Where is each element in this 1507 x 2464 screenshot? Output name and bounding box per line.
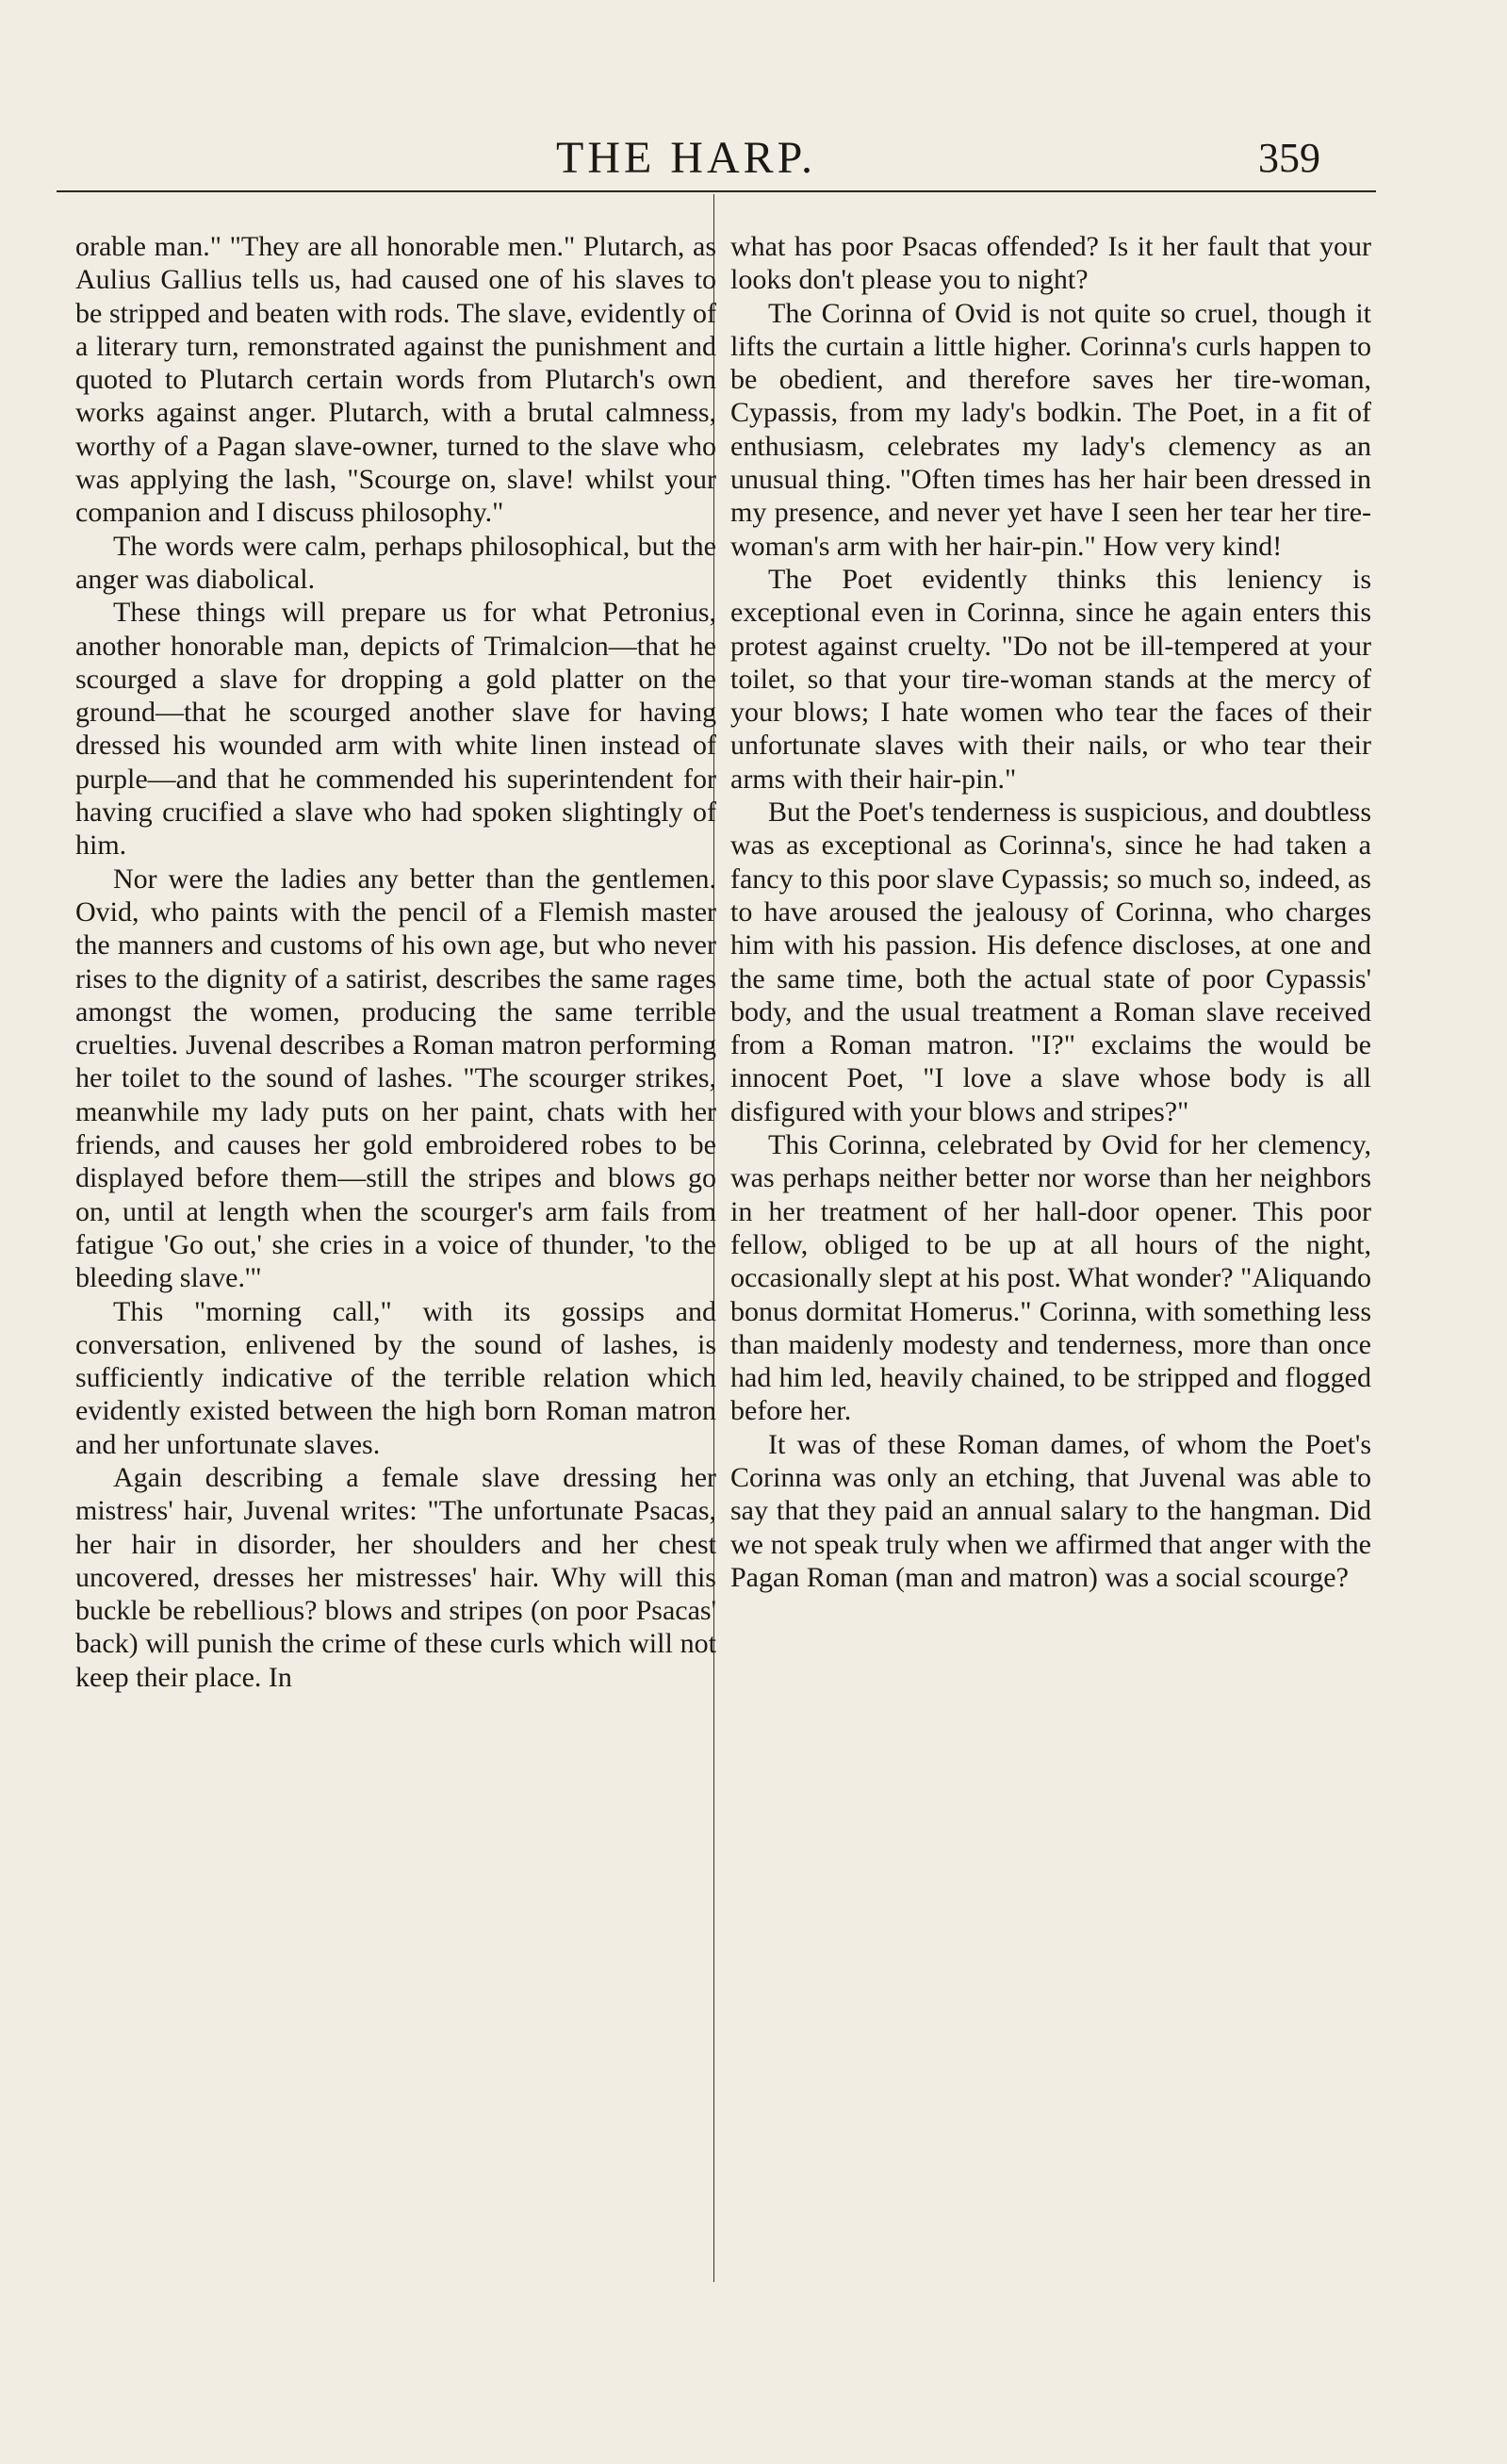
paragraph: Nor were the ladies any better than the gentlemen. Ovid, who paints with the pencil of a Flemish master the manners and customs of his own age, but who never rises to the dignity of a satirist, describes the same rages amongst the women, producing the same terrible cruelties. Juvenal describes a Roman matron performing her toilet to the sound of lashes. "The scourger strikes, meanwhile my lady puts on her paint, chats with her friends, and causes her gold embroidered robes to be displayed before them—still the stripes and blows go on, until at length when the scourger's arm fails from fatigue 'Go out,' she cries in a voice of thunder, 'to the bleeding slave.'" xyxy=(75,862,716,1294)
paragraph: It was of these Roman dames, of whom the Poet's Corinna was only an etching, that Juvenal was able to say that they paid an annual salary to the hangman. Did we not speak truly when we affirmed that anger with the Pagan Roman (man and matron) was a social scourge? xyxy=(730,1428,1371,1593)
paragraph: what has poor Psacas offended? Is it her fault that your looks don't please you to night? xyxy=(730,231,1371,296)
paragraph: The words were calm, perhaps philosophical, but the anger was diabolical. xyxy=(75,530,716,595)
paragraph: This Corinna, celebrated by Ovid for her clemency, was perhaps neither better nor worse than her neighbors in her treatment of her hall-door opener. This poor fellow, obliged to be up at all hours of the night, occasionally slept at his post. What wonder? "Aliquando bonus dormitat Homerus." Corinna, with something less than maidenly modesty and tenderness, more than once had him led, heavily chained, to be stripped and flogged before her. xyxy=(730,1129,1371,1427)
right-column xyxy=(730,230,1371,1594)
paragraph: But the Poet's tenderness is suspicious, and doubtless was as exceptional as Corinna's, since he had taken a fancy to this poor slave Cypassis; so much so, indeed, as to have aroused the jealousy of Corinna, who charges him with his passion. His defence discloses, at one and the same time, both the actual state of poor Cypassis' body, and the usual treatment a Roman slave received from a Roman matron. "I?" exclaims the would be innocent Poet, "I love a slave whose body is all disfigured with your blows and stripes?" xyxy=(730,797,1371,1127)
journal-title: THE HARP. xyxy=(556,133,817,183)
paragraph: This "morning call," with its gossips and conversation, enlivened by the sound of lashes, is sufficiently indicative of the terrible relation which evidently existed between the high born Roman matron and her unfortunate slaves. xyxy=(75,1295,716,1460)
paragraph: orable man." "They are all honorable men." Plutarch, as Aulius Gallius tells us, had caused one of his slaves to be stripped and beaten with rods. The slave, evidently of a literary turn, remonstrated against the punishment and quoted to Plutarch certain words from Plutarch's own works against anger. Plutarch, with a brutal calmness, worthy of a Pagan slave-owner, turned to the slave who was applying the lash, "Scourge on, slave! whilst your companion and I discuss philosophy." xyxy=(75,231,716,529)
header-rule xyxy=(57,190,1376,192)
paragraph: Again describing a female slave dressing her mistress' hair, Juvenal writes: "The unfortunate Psacas, her hair in disorder, her shoulders and her chest uncovered, dresses her mistresses' hair. Why will this buckle be rebellious? blows and stripes (on poor Psacas' back) will punish the crime of these curls which will not keep their place. In xyxy=(75,1461,716,1693)
running-header xyxy=(57,132,1376,190)
paragraph: The Poet evidently thinks this leniency is exceptional even in Corinna, since he again enters this protest against cruelty. "Do not be ill-tempered at your toilet, so that your tire-woman stands at the mercy of your blows; I hate women who tear the faces of their unfortunate slaves with their nails, or who tear their arms with their hair-pin." xyxy=(730,563,1371,795)
left-column xyxy=(75,230,716,1694)
paragraph: The Corinna of Ovid is not quite so cruel, though it lifts the curtain a little higher. Corinna's curls happen to be obedient, and therefore saves her tire-woman, Cypassis, from my lady's bodkin. The Poet, in a fit of enthusiasm, celebrates my lady's clemency as an unusual thing. "Often times has her hair been dressed in my presence, and never yet have I seen her tear her tire-woman's arm with her hair-pin." How very kind! xyxy=(730,297,1371,562)
paragraph: These things will prepare us for what Petronius, another honorable man, depicts of Trimalcion—that he scourged a slave for dropping a gold platter on the ground—that he scourged another slave for having dressed his wounded arm with white linen instead of purple—and that he commended his superintendent for having crucified a slave who had spoken slightingly of him. xyxy=(75,597,716,862)
page-number: 359 xyxy=(1258,135,1320,181)
